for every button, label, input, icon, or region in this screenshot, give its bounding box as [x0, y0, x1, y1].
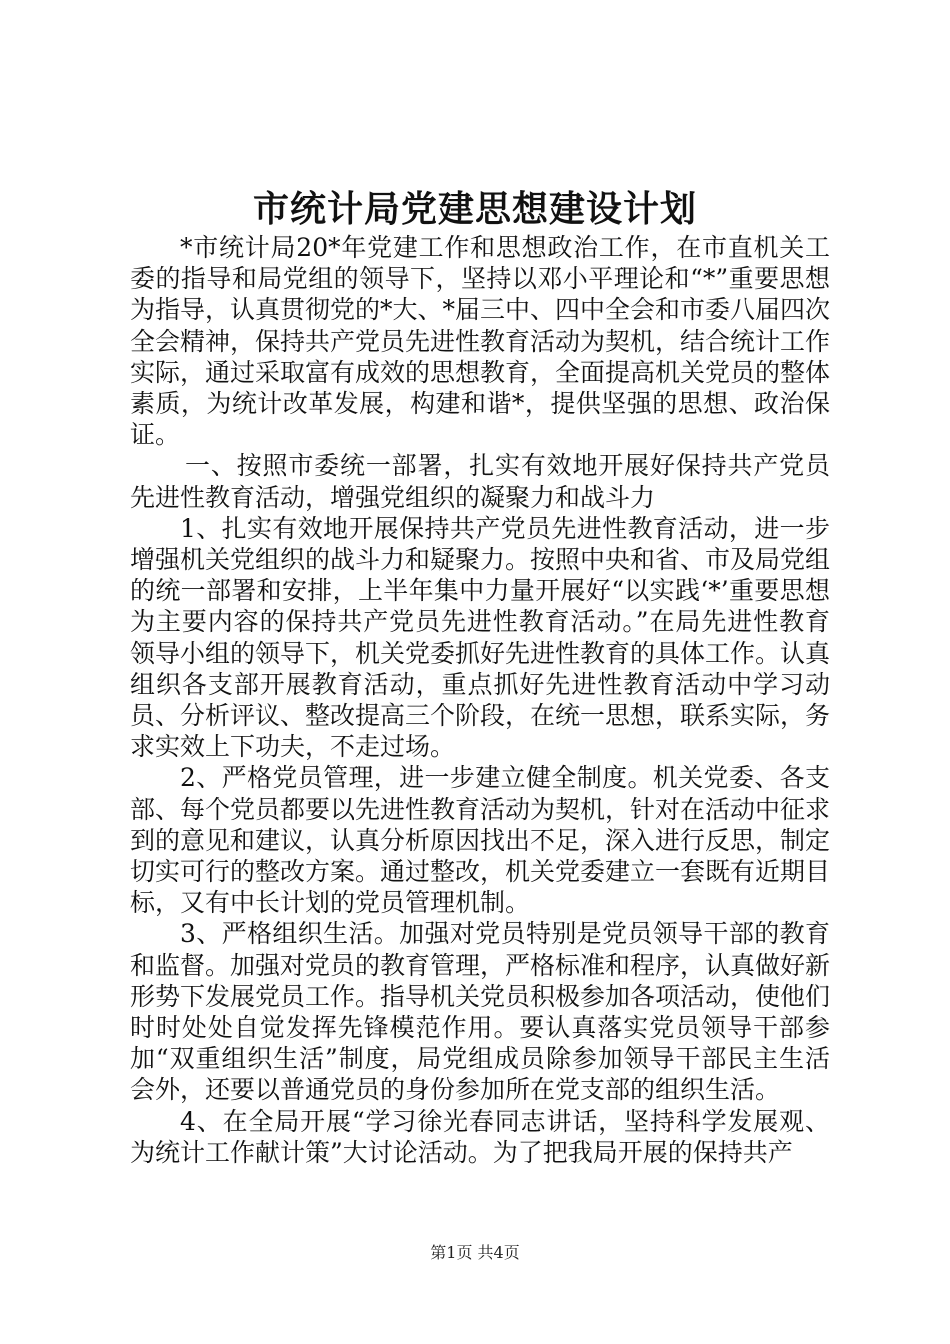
body-paragraph: 2、严格党员管理，进一步建立健全制度。机关党委、各支部、每个党员都要以先进性教育活动为契机，针对在活动中征求到的意见和建议，认真分析原因找出不足，深入进行反思，制定切实可行的整改方案。通过整改，机关党委建立一套既有近期目标，又有中长计划的党员管理机制。 [130, 763, 831, 918]
document-body [130, 232, 830, 1168]
body-paragraph: 3、严格组织生活。加强对党员特别是党员领导干部的教育和监督。加强对党员的教育管理，严格标准和程序，认真做好新形势下发展党员工作。指导机关党员积极参加各项活动，使他们时时处处自觉发挥先锋模范作用。要认真落实党员领导干部参加“双重组织生活”制度，局党组成员除参加领导干部民主生活会外，还要以普通党员的身份参加所在党支部的组织生活。 [130, 919, 831, 1105]
body-paragraph: 4、在全局开展“学习徐光春同志讲话，坚持科学发展观、为统计工作献计策”大讨论活动。为了把我局开展的保持共产 [130, 1106, 830, 1167]
intro-paragraph: *市统计局20*年党建工作和思想政治工作，在市直机关工委的指导和局党组的领导下，坚持以邓小平理论和“*”重要思想为指导，认真贯彻党的*大、*届三中、四中全会和市委八届四次全会精神，保持共产党员先进性教育活动为契机，结合统计工作实际，通过采取富有成效的思想教育，全面提高机关党员的整体素质，为统计改革发展，构建和谐*，提供坚强的思想、政治保证。 [130, 233, 831, 450]
body-paragraph: 1、扎实有效地开展保持共产党员先进性教育活动，进一步增强机关党组织的战斗力和疑聚力。按照中央和省、市及局党组的统一部署和安排，上半年集中力量开展好“以实践‘*’重要思想为主要内容的保持共产党员先进性教育活动。”在局先进性教育领导小组的领导下，机关党委抓好先进性教育的具体工作。认真组织各支部开展教育活动，重点抓好先进性教育活动中学习动员、分析评议、整改提高三个阶段，在统一思想，联系实际，务求实效上下功夫，不走过场。 [130, 513, 831, 762]
page-number: 第1页 共4页 [430, 1243, 520, 1262]
section-heading: 一、按照市委统一部署，扎实有效地开展好保持共产党员先进性教育活动，增强党组织的凝聚力和战斗力 [130, 451, 830, 512]
page-footer [0, 1243, 950, 1263]
page-title: 市统计局党建思想建设计划 [252, 188, 697, 230]
